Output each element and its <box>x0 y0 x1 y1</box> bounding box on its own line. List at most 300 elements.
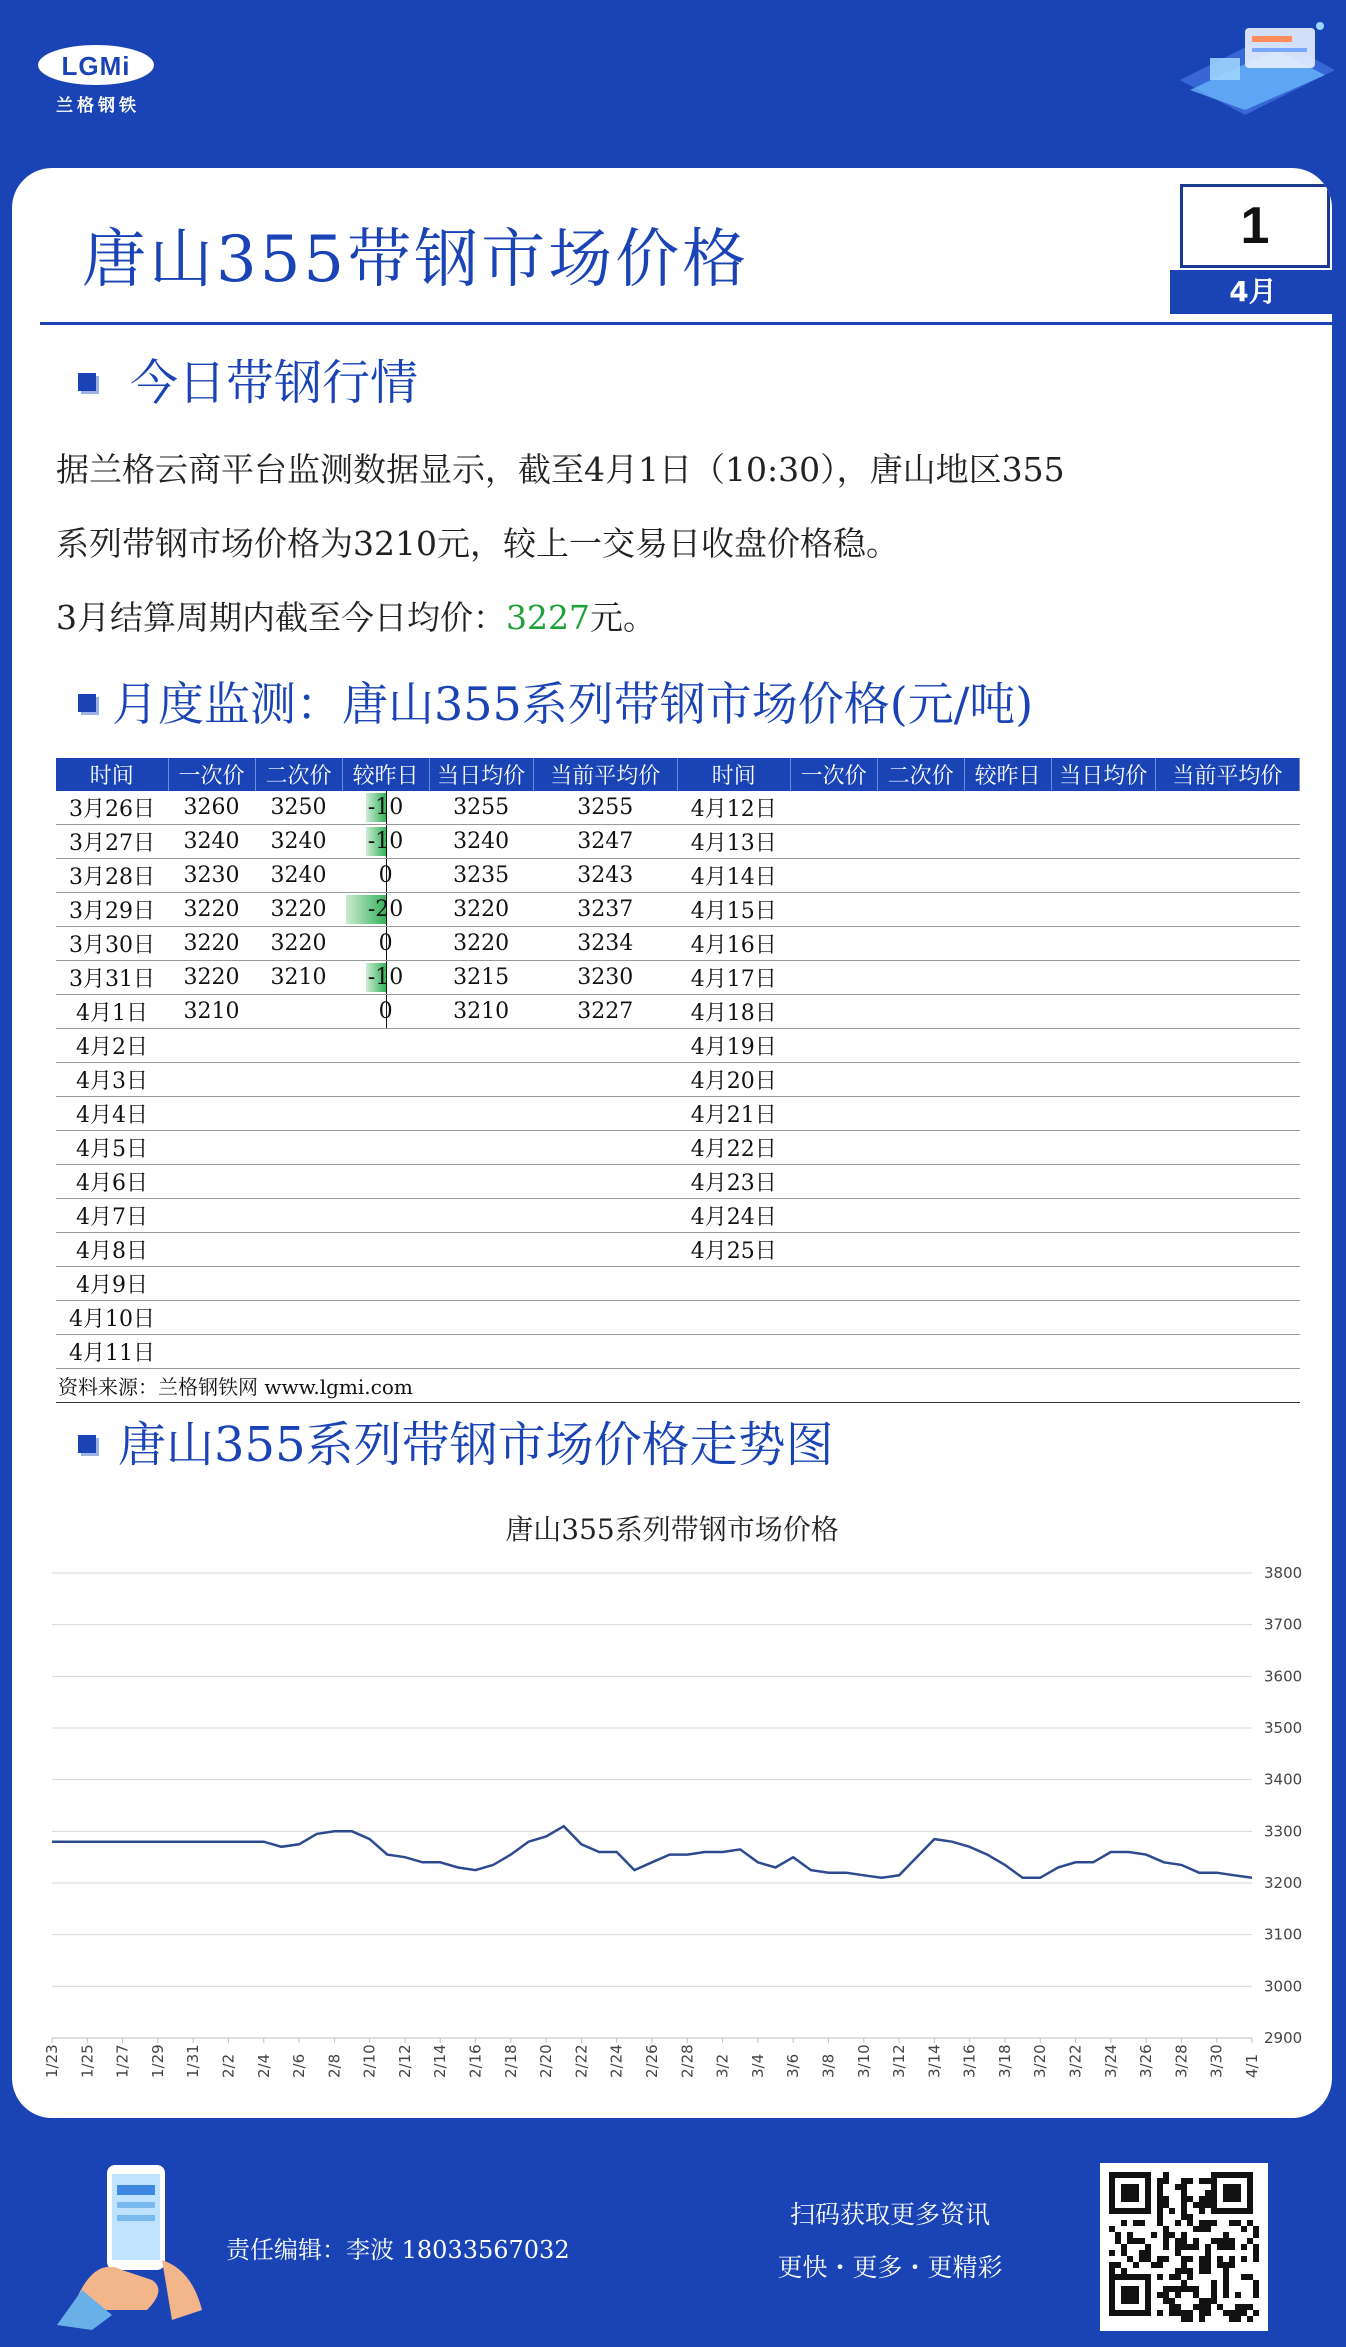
qr-module <box>1205 2202 1211 2208</box>
qr-module <box>1211 2298 1217 2304</box>
qr-module <box>1187 2214 1193 2220</box>
date-cell: 3月27日 <box>56 825 168 859</box>
value-cell <box>964 1301 1051 1335</box>
qr-module <box>1235 2316 1241 2322</box>
value-cell <box>168 1097 255 1131</box>
date-cell: 4月2日 <box>56 1029 168 1063</box>
y-tick-label: 3800 <box>1264 1564 1303 1582</box>
qr-module <box>1157 2196 1163 2202</box>
qr-module <box>1205 2226 1211 2232</box>
qr-module <box>1187 2178 1193 2184</box>
value-cell <box>1155 1233 1299 1267</box>
qr-module <box>1217 2256 1223 2262</box>
qr-module <box>1139 2220 1145 2226</box>
change-cell <box>342 1199 429 1233</box>
qr-module <box>1193 2238 1199 2244</box>
qr-module <box>1163 2178 1169 2184</box>
table-row <box>56 859 1300 893</box>
value-cell <box>429 1097 533 1131</box>
value-cell <box>429 1233 533 1267</box>
value-cell <box>790 1199 877 1233</box>
value-cell <box>790 1131 877 1165</box>
qr-module <box>1175 2220 1181 2226</box>
value-cell <box>790 1097 877 1131</box>
price-trend-chart <box>22 1548 1322 2088</box>
value-cell <box>255 1131 342 1165</box>
value-cell: 3240 <box>429 825 533 859</box>
value-cell <box>964 1267 1051 1301</box>
change-cell <box>342 1063 429 1097</box>
qr-module <box>1157 2190 1163 2196</box>
value-cell <box>1051 1199 1155 1233</box>
date-cell: 4月5日 <box>56 1131 168 1165</box>
value-cell <box>255 1267 342 1301</box>
value-cell <box>1155 1267 1299 1301</box>
qr-module <box>1211 2220 1217 2226</box>
value-cell <box>1155 859 1299 893</box>
value-cell <box>964 791 1051 825</box>
qr-module <box>1187 2286 1193 2292</box>
qr-module <box>1181 2232 1187 2238</box>
value-cell <box>1155 1165 1299 1199</box>
value-cell <box>1051 1029 1155 1063</box>
qr-module <box>1199 2298 1205 2304</box>
qr-module <box>1169 2274 1175 2280</box>
qr-module <box>1193 2202 1199 2208</box>
qr-module <box>1223 2262 1229 2268</box>
qr-module <box>1217 2262 1223 2268</box>
value-cell <box>877 1131 964 1165</box>
qr-module <box>1163 2244 1169 2250</box>
y-tick-label: 3300 <box>1264 1822 1303 1841</box>
value-cell <box>790 927 877 961</box>
value-cell <box>533 1267 677 1301</box>
qr-module <box>1199 2196 1205 2202</box>
date-cell: 4月8日 <box>56 1233 168 1267</box>
y-tick-label: 2900 <box>1264 2029 1303 2047</box>
section-heading-text: 今日带钢行情 <box>130 355 419 411</box>
value-cell: 3220 <box>255 927 342 961</box>
date-day: 1 <box>1180 184 1330 268</box>
qr-module <box>1187 2310 1193 2316</box>
date-cell: 4月10日 <box>56 1301 168 1335</box>
value-cell <box>1051 1097 1155 1131</box>
qr-module <box>1163 2226 1169 2232</box>
x-tick-label: 1/23 <box>43 2044 61 2078</box>
date-cell: 4月15日 <box>677 893 790 927</box>
change-cell <box>342 1301 429 1335</box>
qr-module <box>1163 2238 1169 2244</box>
value-cell: 3240 <box>255 825 342 859</box>
qr-module <box>1133 2262 1139 2268</box>
value-cell <box>1155 1063 1299 1097</box>
qr-module <box>1241 2256 1247 2262</box>
qr-module <box>1181 2280 1187 2286</box>
date-cell: 4月22日 <box>677 1131 790 1165</box>
qr-module <box>1127 2238 1133 2244</box>
qr-module <box>1199 2178 1205 2184</box>
qr-module <box>1241 2274 1247 2280</box>
qr-module <box>1253 2232 1259 2238</box>
x-tick-label: 2/24 <box>607 2044 626 2078</box>
value-cell <box>790 1301 877 1335</box>
table-row <box>56 1131 1300 1165</box>
value-cell <box>533 1063 677 1097</box>
value-cell <box>168 1029 255 1063</box>
qr-module <box>1157 2220 1163 2226</box>
qr-module <box>1193 2286 1199 2292</box>
change-cell <box>342 961 429 995</box>
qr-module <box>1193 2244 1199 2250</box>
x-tick-label: 2/14 <box>431 2044 450 2078</box>
date-cell: 3月30日 <box>56 927 168 961</box>
table-row <box>56 1301 1300 1335</box>
value-cell <box>877 1233 964 1267</box>
x-tick-label: 2/18 <box>501 2044 520 2078</box>
qr-module <box>1175 2238 1181 2244</box>
qr-module <box>1229 2220 1235 2226</box>
date-cell: 4月6日 <box>56 1165 168 1199</box>
table-header-cell: 较昨日 <box>964 758 1051 791</box>
qr-module <box>1229 2262 1235 2268</box>
value-cell: 3255 <box>533 791 677 825</box>
x-tick-label: 3/2 <box>713 2053 732 2078</box>
qr-module <box>1241 2244 1247 2250</box>
slogan: 更快・更多・更精彩 <box>777 2253 1003 2282</box>
qr-module <box>1169 2286 1175 2292</box>
qr-module <box>1139 2256 1145 2262</box>
qr-module <box>1253 2244 1259 2250</box>
brand-name: 兰格钢铁 <box>56 96 140 116</box>
qr-module <box>1139 2250 1145 2256</box>
change-value: -10 <box>367 795 404 820</box>
change-cell <box>342 1335 429 1369</box>
x-tick-label: 2/2 <box>219 2053 238 2078</box>
x-tick-label: 3/16 <box>960 2044 979 2078</box>
table-header-cell: 一次价 <box>168 758 255 791</box>
table-row <box>56 1097 1300 1131</box>
qr-module <box>1223 2286 1229 2292</box>
qr-code-icon[interactable] <box>1100 2163 1268 2331</box>
qr-module <box>1175 2274 1181 2280</box>
table-row <box>56 825 1300 859</box>
qr-module <box>1121 2268 1127 2274</box>
qr-module <box>1253 2310 1259 2316</box>
qr-module <box>1205 2178 1211 2184</box>
qr-module <box>1199 2202 1205 2208</box>
qr-module <box>1181 2244 1187 2250</box>
value-cell <box>877 995 964 1029</box>
value-cell <box>790 1233 877 1267</box>
value-cell: 3220 <box>429 927 533 961</box>
qr-module <box>1163 2232 1169 2238</box>
table-row <box>56 995 1300 1029</box>
value-cell <box>533 1165 677 1199</box>
value-cell <box>964 995 1051 1029</box>
value-cell <box>964 825 1051 859</box>
value-cell <box>877 1335 964 1369</box>
qr-module <box>1253 2280 1259 2286</box>
qr-module <box>1163 2196 1169 2202</box>
value-cell <box>1155 961 1299 995</box>
avg-value: 3227 <box>506 598 590 637</box>
qr-module <box>1223 2292 1229 2298</box>
value-cell <box>964 1097 1051 1131</box>
qr-module <box>1211 2280 1217 2286</box>
qr-module <box>1145 2244 1151 2250</box>
value-cell <box>877 825 964 859</box>
value-cell <box>1051 1301 1155 1335</box>
qr-module <box>1181 2286 1187 2292</box>
value-cell <box>429 1165 533 1199</box>
x-tick-label: 3/8 <box>819 2053 838 2078</box>
value-cell: 3215 <box>429 961 533 995</box>
qr-module <box>1247 2316 1253 2322</box>
value-cell <box>255 995 342 1029</box>
value-cell <box>168 1233 255 1267</box>
x-tick-label: 3/18 <box>995 2044 1014 2078</box>
qr-module <box>1169 2304 1175 2310</box>
qr-module <box>1223 2268 1229 2274</box>
table-header-cell: 当前平均价 <box>533 758 677 791</box>
date-cell: 4月7日 <box>56 1199 168 1233</box>
scan-prompt: 扫码获取更多资讯 <box>789 2200 990 2229</box>
value-cell: 3247 <box>533 825 677 859</box>
section-heading-monthly <box>78 668 1033 734</box>
qr-module <box>1187 2316 1193 2322</box>
qr-module <box>1175 2310 1181 2316</box>
x-tick-label: 3/30 <box>1207 2044 1226 2078</box>
qr-module <box>1121 2250 1127 2256</box>
value-cell <box>168 1267 255 1301</box>
value-cell <box>255 1335 342 1369</box>
value-cell <box>255 1063 342 1097</box>
value-cell <box>964 1233 1051 1267</box>
qr-module <box>1187 2196 1193 2202</box>
qr-module <box>1121 2220 1127 2226</box>
date-cell: 4月14日 <box>677 859 790 893</box>
qr-module <box>1205 2298 1211 2304</box>
brand-logo <box>38 45 158 116</box>
date-cell: 4月17日 <box>677 961 790 995</box>
qr-module <box>1175 2268 1181 2274</box>
qr-module <box>1205 2190 1211 2196</box>
table-row <box>56 1233 1300 1267</box>
x-tick-label: 3/10 <box>854 2044 873 2078</box>
qr-finder <box>1121 2184 1139 2202</box>
change-cell <box>342 1233 429 1267</box>
value-cell <box>877 1199 964 1233</box>
value-cell <box>1051 1131 1155 1165</box>
y-tick-label: 3700 <box>1264 1615 1303 1634</box>
qr-module <box>1181 2208 1187 2214</box>
qr-module <box>1199 2226 1205 2232</box>
x-tick-label: 3/14 <box>925 2044 944 2078</box>
change-cell <box>342 1267 429 1301</box>
date-cell: 4月20日 <box>677 1063 790 1097</box>
qr-module <box>1205 2250 1211 2256</box>
qr-module <box>1157 2202 1163 2208</box>
y-tick-label: 3600 <box>1264 1667 1303 1686</box>
value-cell <box>533 1131 677 1165</box>
qr-module <box>1205 2268 1211 2274</box>
qr-module <box>1163 2172 1169 2178</box>
value-cell <box>964 1063 1051 1097</box>
qr-finder <box>1223 2184 1241 2202</box>
summary-line-1: 据兰格云商平台监测数据显示，截至4月1日（10:30），唐山地区355 <box>56 450 1065 489</box>
value-cell <box>877 927 964 961</box>
value-cell <box>964 893 1051 927</box>
qr-module <box>1229 2316 1235 2322</box>
x-tick-label: 2/16 <box>466 2044 485 2078</box>
qr-module <box>1157 2208 1163 2214</box>
qr-module <box>1241 2226 1247 2232</box>
qr-module <box>1199 2310 1205 2316</box>
qr-module <box>1241 2310 1247 2316</box>
chart-title: 唐山355系列带钢市场价格 <box>505 1513 839 1546</box>
qr-module <box>1235 2220 1241 2226</box>
qr-module <box>1217 2244 1223 2250</box>
qr-module <box>1247 2238 1253 2244</box>
date-cell: 4月23日 <box>677 1165 790 1199</box>
change-value: 0 <box>378 999 393 1024</box>
y-tick-label: 3200 <box>1264 1874 1303 1892</box>
qr-module <box>1193 2226 1199 2232</box>
qr-module <box>1181 2256 1187 2262</box>
qr-module <box>1229 2244 1235 2250</box>
table-row <box>56 1267 1300 1301</box>
table-row <box>56 893 1300 927</box>
qr-module <box>1169 2208 1175 2214</box>
qr-module <box>1229 2238 1235 2244</box>
x-tick-label: 3/4 <box>748 2053 767 2078</box>
avg-unit: 元。 <box>589 598 656 637</box>
value-cell <box>533 1097 677 1131</box>
qr-module <box>1109 2250 1115 2256</box>
value-cell <box>533 1301 677 1335</box>
value-cell <box>429 1063 533 1097</box>
value-cell <box>964 1165 1051 1199</box>
table-header-cell: 当日均价 <box>429 758 533 791</box>
change-cell <box>342 791 429 825</box>
qr-module <box>1181 2238 1187 2244</box>
page-title: 唐山355带钢市场价格 <box>82 223 750 297</box>
change-cell <box>342 1165 429 1199</box>
value-cell <box>1051 995 1155 1029</box>
bullet-icon <box>78 373 96 391</box>
date-cell: 4月4日 <box>56 1097 168 1131</box>
value-cell <box>168 1165 255 1199</box>
series-line <box>52 1826 1252 1878</box>
phone-icon <box>52 2160 212 2330</box>
x-tick-label: 3/12 <box>890 2044 909 2078</box>
qr-module <box>1187 2244 1193 2250</box>
table-row <box>56 927 1300 961</box>
value-cell <box>877 1097 964 1131</box>
qr-module <box>1175 2250 1181 2256</box>
date-cell: 4月3日 <box>56 1063 168 1097</box>
qr-module <box>1205 2310 1211 2316</box>
table-header-cell: 一次价 <box>790 758 877 791</box>
date-cell: 4月21日 <box>677 1097 790 1131</box>
title-divider <box>40 322 1332 325</box>
change-cell <box>342 1029 429 1063</box>
table-body <box>56 791 1300 1403</box>
qr-module <box>1145 2256 1151 2262</box>
date-cell: 4月11日 <box>56 1335 168 1369</box>
qr-module <box>1193 2292 1199 2298</box>
value-cell <box>1155 825 1299 859</box>
monthly-price-table <box>56 758 1300 1403</box>
qr-module <box>1181 2262 1187 2268</box>
qr-module <box>1115 2232 1121 2238</box>
qr-module <box>1253 2226 1259 2232</box>
change-cell <box>342 995 429 1029</box>
value-cell <box>877 791 964 825</box>
change-value: -10 <box>367 829 404 854</box>
value-cell <box>790 791 877 825</box>
table-header-cell: 时间 <box>677 758 790 791</box>
value-cell: 3230 <box>168 859 255 893</box>
value-cell <box>1051 1165 1155 1199</box>
value-cell <box>168 1301 255 1335</box>
qr-module <box>1205 2220 1211 2226</box>
qr-module <box>1223 2232 1229 2238</box>
table-header-cell: 时间 <box>56 758 168 791</box>
qr-module <box>1181 2196 1187 2202</box>
value-cell <box>790 1335 877 1369</box>
y-tick-label: 3100 <box>1264 1925 1303 1944</box>
x-tick-label: 2/28 <box>678 2044 697 2078</box>
value-cell: 3220 <box>168 961 255 995</box>
value-cell <box>168 1335 255 1369</box>
table-header-cell: 当日均价 <box>1051 758 1155 791</box>
value-cell <box>1051 1233 1155 1267</box>
value-cell <box>790 1063 877 1097</box>
x-tick-label: 1/29 <box>148 2044 167 2078</box>
qr-module <box>1223 2244 1229 2250</box>
table-header-cell: 较昨日 <box>342 758 429 791</box>
x-tick-label: 2/26 <box>643 2044 661 2078</box>
qr-module <box>1217 2238 1223 2244</box>
value-cell <box>1051 1335 1155 1369</box>
qr-module <box>1205 2196 1211 2202</box>
value-cell: 3240 <box>168 825 255 859</box>
qr-module <box>1205 2256 1211 2262</box>
change-cell <box>342 927 429 961</box>
qr-module <box>1127 2256 1133 2262</box>
qr-module <box>1247 2304 1253 2310</box>
qr-module <box>1145 2250 1151 2256</box>
qr-module <box>1181 2316 1187 2322</box>
qr-module <box>1115 2262 1121 2268</box>
date-cell: 4月16日 <box>677 927 790 961</box>
qr-module <box>1235 2304 1241 2310</box>
value-cell <box>1155 791 1299 825</box>
section-heading-text: 唐山355系列带钢市场价格走势图 <box>118 1417 834 1473</box>
value-cell <box>1051 961 1155 995</box>
qr-module <box>1223 2238 1229 2244</box>
qr-module <box>1151 2232 1157 2238</box>
date-month: 4月 <box>1170 270 1332 314</box>
value-cell: 3227 <box>533 995 677 1029</box>
qr-module <box>1157 2262 1163 2268</box>
value-cell <box>255 1233 342 1267</box>
qr-module <box>1205 2304 1211 2310</box>
table-row <box>56 1335 1300 1369</box>
qr-module <box>1193 2304 1199 2310</box>
table-header-row <box>56 758 1300 791</box>
